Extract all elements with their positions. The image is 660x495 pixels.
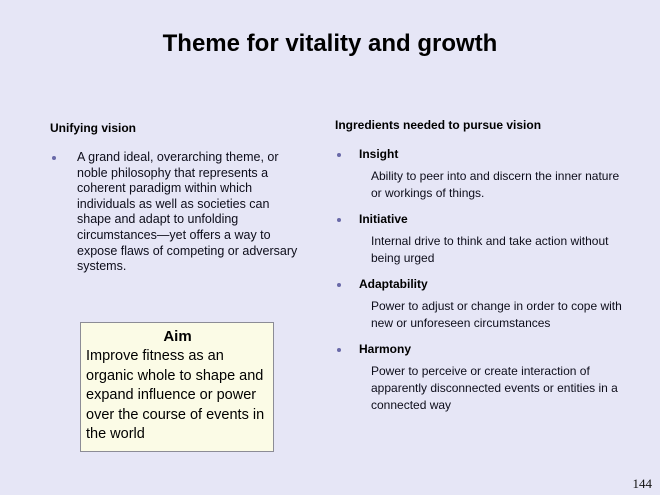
- ingredient-description: Internal drive to think and take action without being urged: [371, 234, 609, 265]
- aim-box-text: Improve fitness as an organic whole to shape and expand influence or power over the course of events in the world: [86, 348, 265, 442]
- ingredient-term: Initiative: [359, 212, 408, 226]
- ingredient-description: Power to perceive or create interaction of apparently disconnected events or entities in a connected way: [371, 364, 618, 412]
- ingredient-term: Insight: [359, 147, 399, 161]
- slide-title: Theme for vitality and growth: [162, 30, 498, 57]
- list-item: [50, 150, 315, 275]
- right-column-heading: Ingredients needed to pursue vision: [335, 118, 542, 132]
- left-column-heading: Unifying vision: [50, 121, 137, 135]
- left-column: [50, 121, 315, 275]
- list-item: [335, 342, 635, 414]
- list-item: [335, 277, 635, 332]
- right-column: [335, 118, 635, 424]
- unifying-vision-text: A grand ideal, overarching theme, or noble philosophy that represents a coherent paradigm within which individuals as well as societies can shape and adapt to unfolding circumstances—yet offers a way to expose flaws of competing or adversary systems.: [77, 150, 298, 274]
- ingredient-description: Power to adjust or change in order to cope with new or unforeseen circumstances: [371, 299, 622, 330]
- bullet-icon: [337, 348, 341, 352]
- ingredient-term: Harmony: [359, 342, 412, 356]
- aim-box-title: Aim: [163, 328, 192, 345]
- list-item: [335, 147, 635, 202]
- bullet-icon: [337, 218, 341, 222]
- aim-box: [80, 322, 274, 452]
- ingredient-description: Ability to peer into and discern the inner nature or workings of things.: [371, 169, 620, 200]
- page-number: 144: [632, 476, 652, 491]
- bullet-icon: [337, 153, 341, 157]
- bullet-icon: [52, 156, 56, 160]
- list-item: [335, 212, 635, 267]
- ingredient-term: Adaptability: [359, 277, 428, 291]
- bullet-icon: [337, 283, 341, 287]
